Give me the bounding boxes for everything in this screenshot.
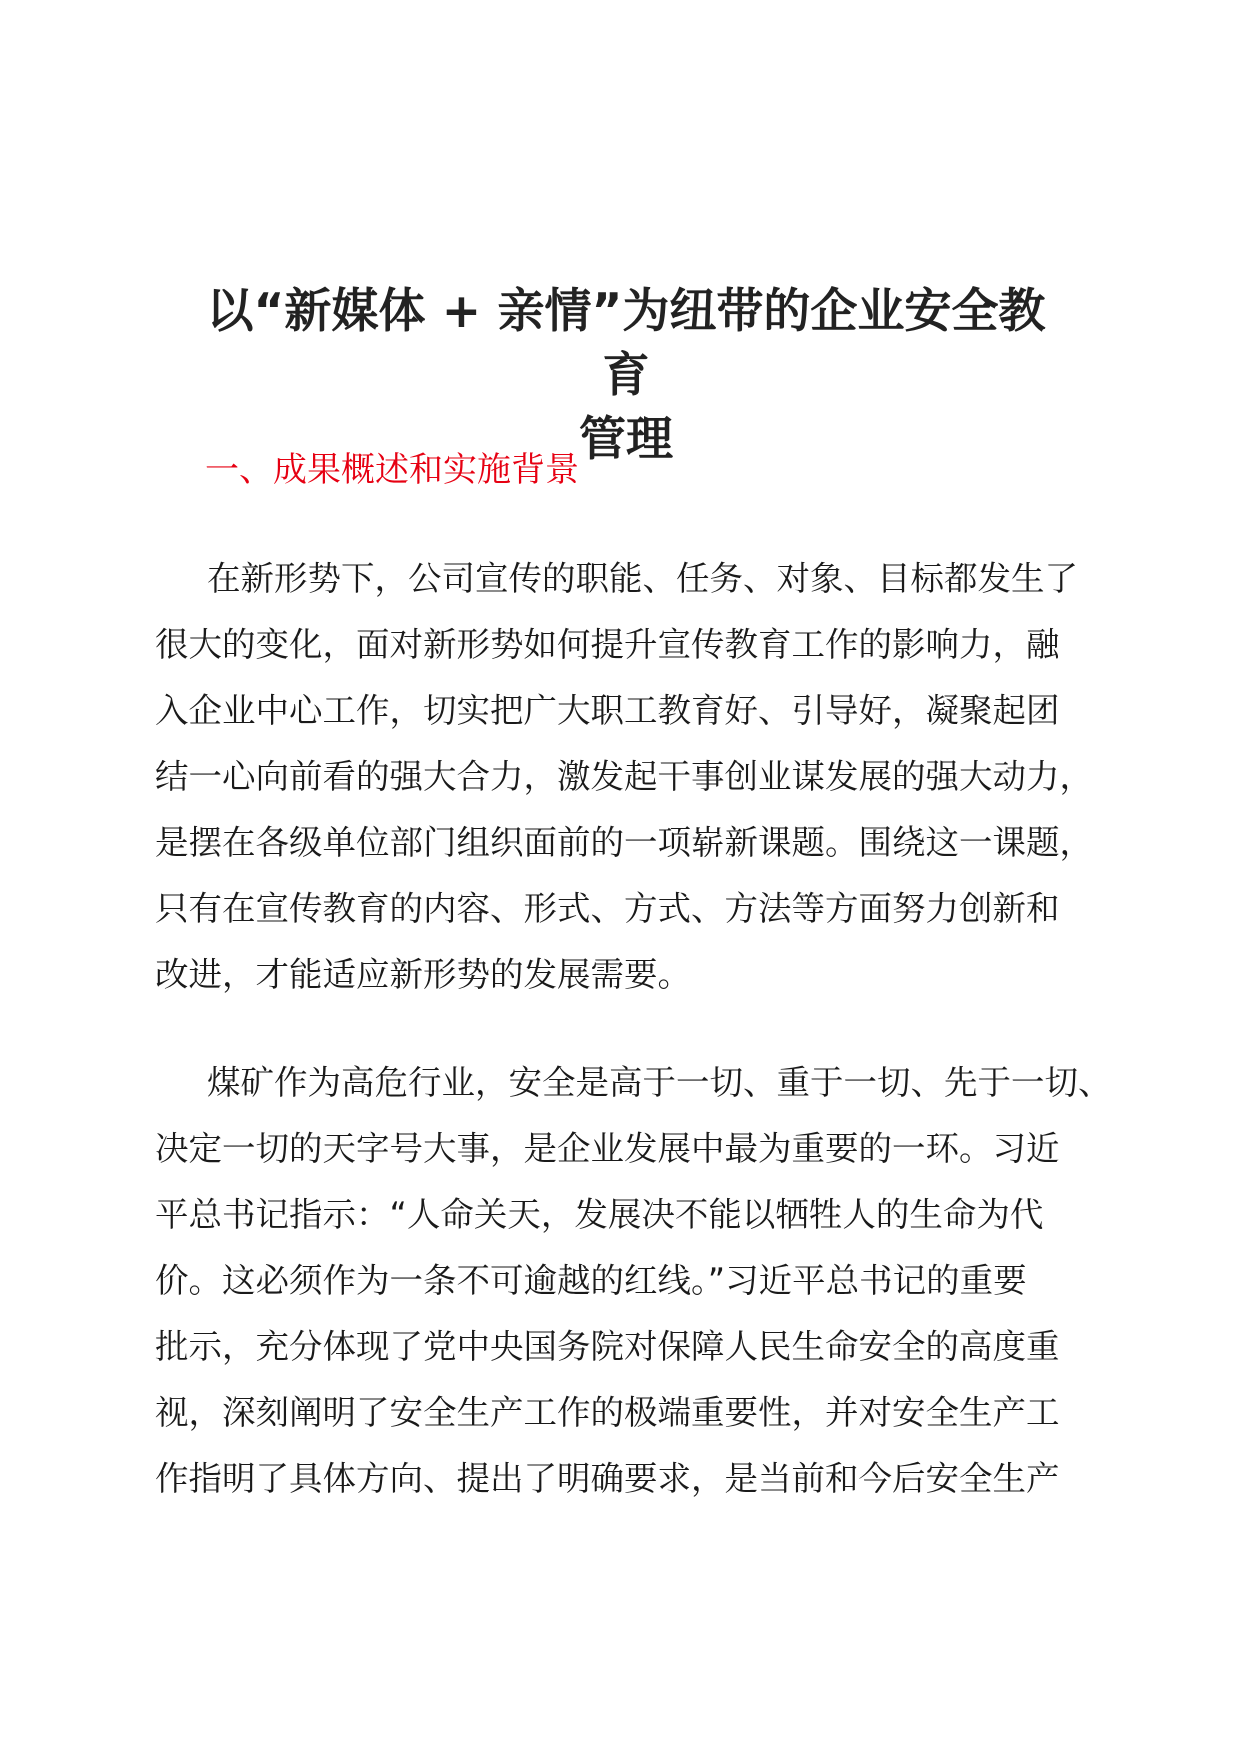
paragraph-line: 平总书记指示：“人命关天，发展决不能以牺牲人的生命为代 (155, 1195, 1044, 1234)
paragraph-line: 结一心向前看的强大合力，激发起干事创业谋发展的强大动力， (155, 757, 1093, 796)
paragraph-line: 在新形势下，公司宣传的职能、任务、对象、目标都发生了 (207, 559, 1078, 598)
paragraph-line: 改进，才能适应新形势的发展需要。 (155, 955, 691, 994)
paragraph-line: 煤矿作为高危行业，安全是高于一切、重于一切、先于一切、 (207, 1063, 1112, 1102)
paragraph-line: 视，深刻阐明了安全生产工作的极端重要性，并对安全生产工 (155, 1393, 1060, 1432)
title-line: 管理 (579, 412, 673, 467)
body-paragraph (155, 546, 1093, 1008)
document-title (190, 280, 1062, 472)
paragraph-line: 决定一切的天字号大事，是企业发展中最为重要的一环。习近 (155, 1129, 1060, 1168)
paragraph-line: 是摆在各级单位部门组织面前的一项崭新课题。围绕这一课题， (155, 823, 1093, 862)
paragraph-line: 只有在宣传教育的内容、形式、方式、方法等方面努力创新和 (155, 889, 1060, 928)
body-paragraph (155, 1050, 1112, 1512)
title-line: 以“新媒体 + 亲情”为纽带的企业安全教育 (206, 284, 1046, 403)
section-heading: 一、成果概述和实施背景 (205, 450, 579, 490)
paragraph-line: 很大的变化，面对新形势如何提升宣传教育工作的影响力，融 (155, 625, 1060, 664)
paragraph-line: 价。这必须作为一条不可逾越的红线。”习近平总书记的重要 (155, 1261, 1027, 1300)
paragraph-line: 批示，充分体现了党中央国务院对保障人民生命安全的高度重 (155, 1327, 1060, 1366)
paragraph-line: 入企业中心工作，切实把广大职工教育好、引导好，凝聚起团 (155, 691, 1060, 730)
paragraph-line: 作指明了具体方向、提出了明确要求，是当前和今后安全生产 (155, 1459, 1060, 1498)
